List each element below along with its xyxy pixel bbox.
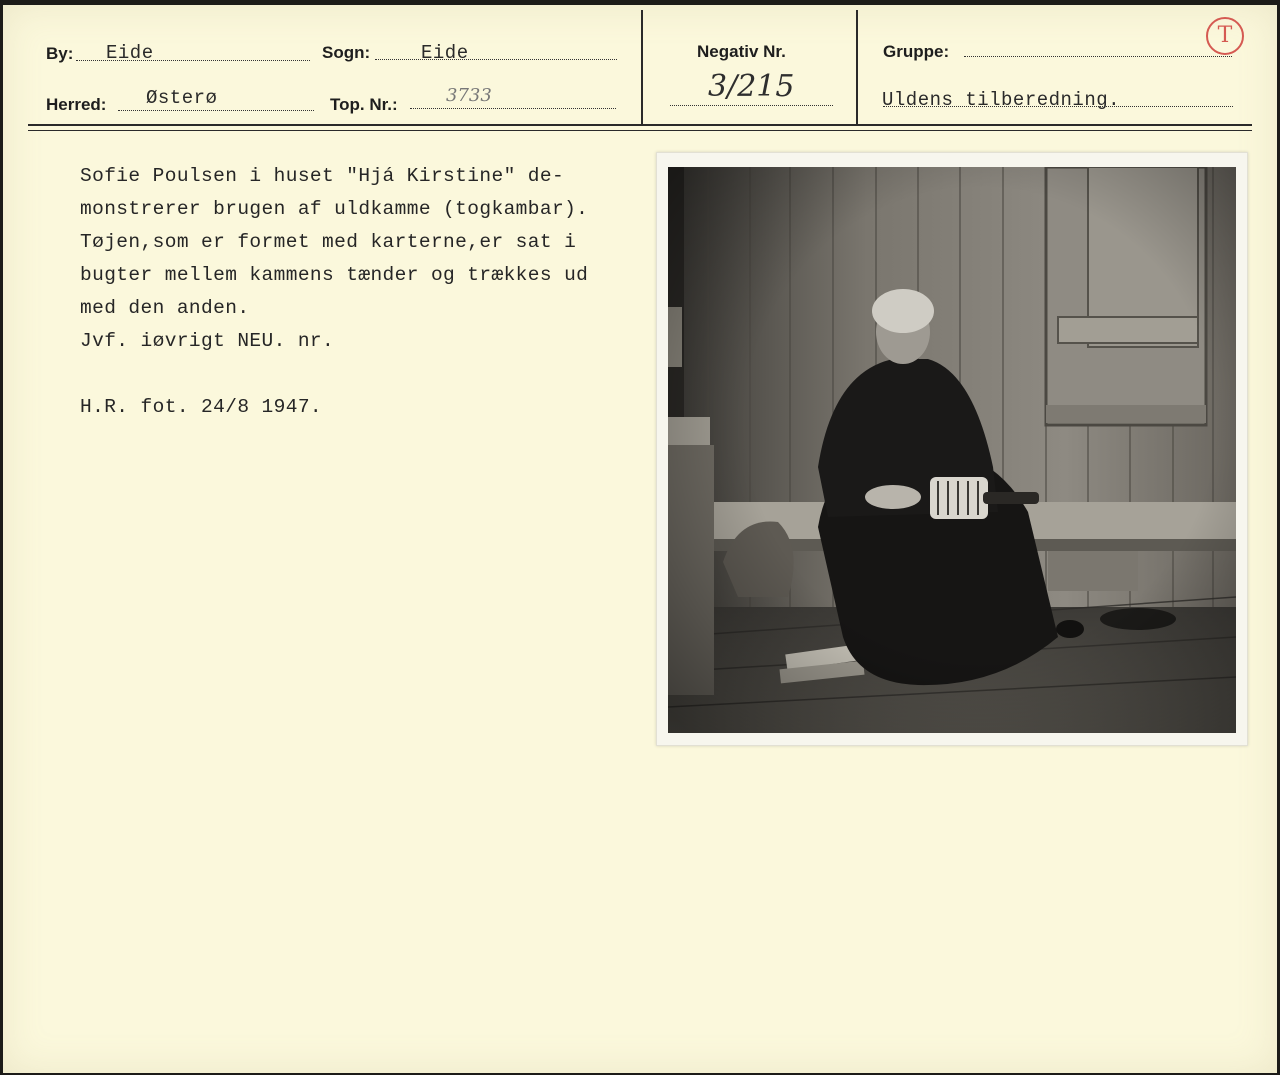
description-line: med den anden. (80, 297, 250, 319)
sogn-label: Sogn: (322, 43, 371, 62)
description-line (80, 358, 640, 391)
description-line: bugter mellem kammens tænder og trækkes ud (80, 264, 589, 286)
herred-value: Østerø (146, 87, 218, 109)
gruppe-label: Gruppe: (883, 42, 950, 61)
gruppe-value: Uldens tilberedning. (882, 89, 1121, 111)
description-line: H.R. fot. 24/8 1947. (80, 396, 323, 418)
sogn-dotted-line (375, 59, 617, 60)
description-line: Tøjen,som er formet med karterne,er sat i (80, 231, 577, 253)
description-text (80, 160, 640, 424)
elderly-woman-combing-wool-photo (668, 167, 1236, 733)
photo-mount (656, 152, 1248, 746)
negativ-value: 3/215 (708, 69, 795, 104)
herred-dotted-line (118, 110, 314, 111)
header-rule-top (28, 124, 1252, 126)
description-line: monstrerer brugen af uldkamme (togkambar). (80, 198, 589, 220)
header-divider-1 (641, 10, 643, 126)
negativ-label: Negativ Nr. (697, 42, 786, 61)
negativ-dotted-line (670, 105, 833, 106)
top-nr-dotted-line (410, 108, 616, 109)
description-line: Jvf. iøvrigt NEU. nr. (80, 330, 335, 352)
by-value: Eide (106, 42, 154, 64)
red-stamp: T (1206, 17, 1244, 55)
herred-label: Herred: (46, 95, 107, 114)
top-nr-label: Top. Nr.: (330, 95, 398, 114)
header-rule-bottom (28, 130, 1252, 131)
gruppe-dotted-line (964, 56, 1232, 57)
top-nr-value: 3733 (446, 85, 492, 106)
description-line: Sofie Poulsen i huset "Hjá Kirstine" de- (80, 165, 565, 187)
by-label: By: (46, 44, 74, 63)
sogn-value: Eide (421, 42, 469, 64)
header-divider-2 (856, 10, 858, 126)
